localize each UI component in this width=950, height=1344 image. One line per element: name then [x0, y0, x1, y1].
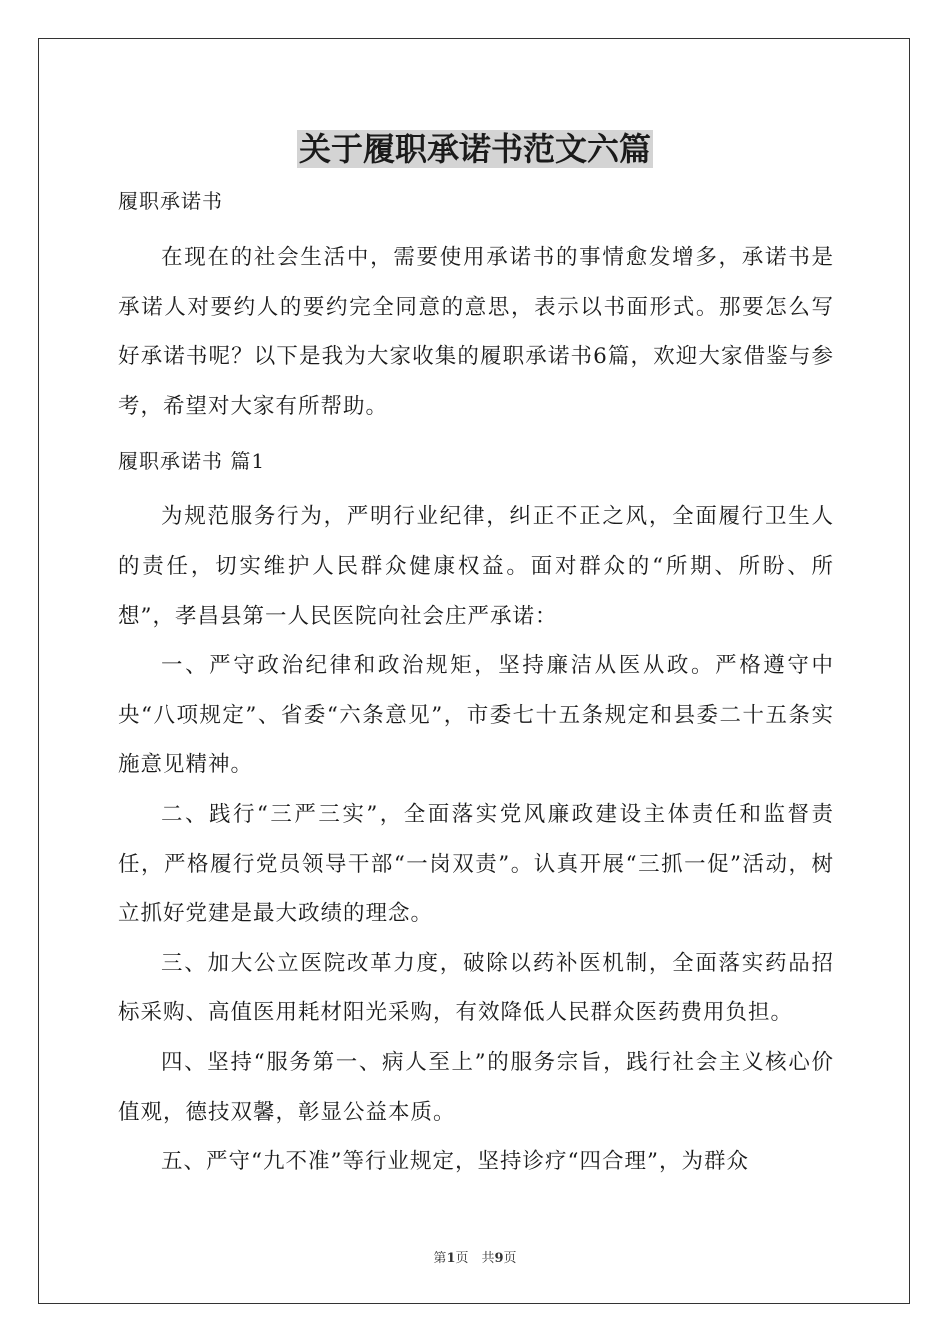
paragraph-item-2: 二、践行“三严三实”，全面落实党风廉政建设主体责任和监督责任，严格履行党员领导干部“一岗双责”。认真开展“三抓一促”活动，树立抓好党建是最大政绩的理念。 [118, 801, 834, 927]
paragraph-preamble: 为规范服务行为，严明行业纪律，纠正不正之风，全面履行卫生人的责任，切实维护人民群众健康权益。面对群众的“所期、所盼、所想”，孝昌县第一人民医院向社会庄严承诺： [118, 504, 834, 629]
page-footer [0, 1247, 950, 1266]
document-body [118, 178, 834, 1187]
footer-prefix: 第 [433, 1251, 447, 1266]
intro-paragraph: 在现在的社会生活中，需要使用承诺书的事情愈发增多，承诺书是承诺人对要约人的要约完全同意的意思，表示以书面形式。那要怎么写好承诺书呢？以下是我为大家收集的履职承诺书6篇，欢迎大家借鉴与参考，希望对大家有所帮助。 [118, 245, 834, 419]
paragraph-item-3: 三、加大公立医院改革力度，破除以药补医机制，全面落实药品招标采购、高值医用耗材阳光采购，有效降低人民群众医药费用负担。 [118, 950, 834, 1026]
paragraph-item-4: 四、坚持“服务第一、病人至上”的服务宗旨，践行社会主义核心价值观，德技双馨，彰显公益本质。 [118, 1049, 834, 1125]
footer-page-current: 1 [446, 1251, 456, 1266]
paragraph-item-1: 一、严守政治纪律和政治规矩，坚持廉洁从医从政。严格遵守中央“八项规定”、省委“六条意见”，市委七十五条规定和县委二十五条实施意见精神。 [118, 653, 834, 778]
document-title: 关于履职承诺书范文六篇 [298, 130, 651, 168]
footer-page-total: 9 [494, 1251, 504, 1266]
footer-mid: 页 共 [455, 1251, 495, 1266]
section-heading: 履职承诺书 篇1 [118, 449, 266, 474]
footer-suffix: 页 [503, 1251, 517, 1266]
paragraph-item-5: 五、严守“九不准”等行业规定，坚持诊疗“四合理”，为群众 [161, 1149, 749, 1175]
intro-heading: 履职承诺书 [118, 189, 223, 213]
